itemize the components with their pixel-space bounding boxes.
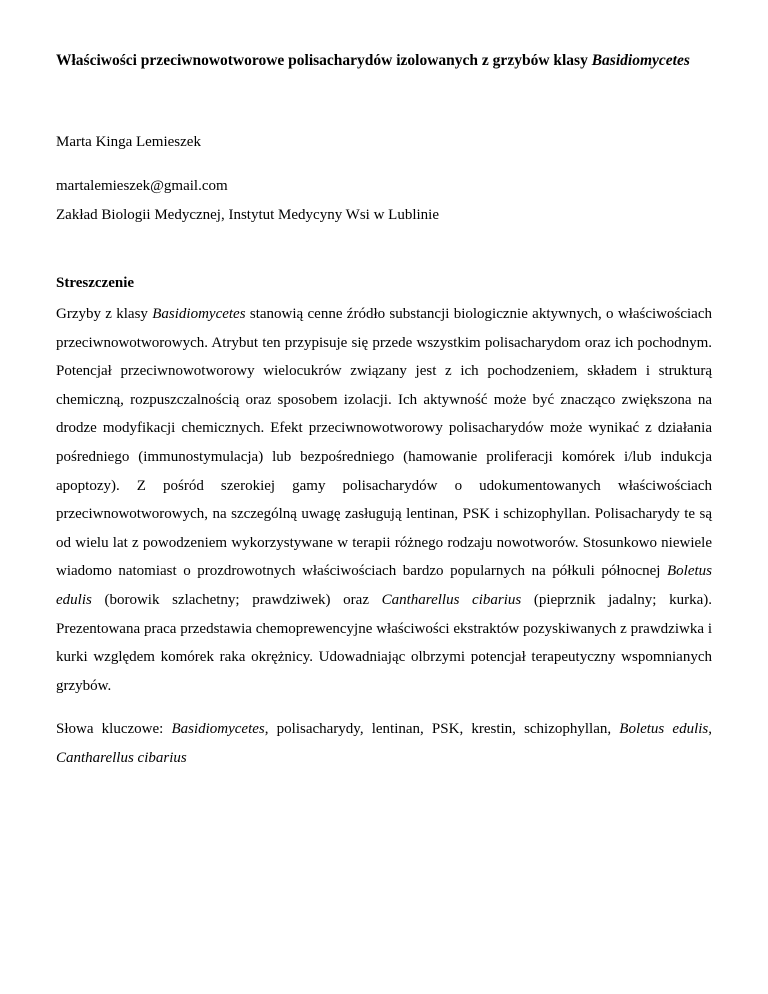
abstract-species: Cantharellus cibarius [381, 591, 522, 608]
keywords-label: Słowa kluczowe: [56, 721, 172, 737]
abstract-body [56, 300, 712, 700]
author-email: martalemieszek@gmail.com [56, 178, 228, 194]
author-affiliation: Zakład Biologii Medycznej, Instytut Medycyny Wsi w Lublinie [56, 207, 439, 223]
keyword-separator: , [708, 721, 713, 737]
author-name: Marta Kinga Lemieszek [56, 134, 201, 150]
keywords [56, 715, 712, 773]
keyword-species: Boletus edulis [619, 721, 709, 737]
title-main: Właściwości przeciwnowotworowe polisacharydów izolowanych z grzybów klasy [56, 52, 588, 69]
abstract-taxon: Basidiomycetes [152, 306, 246, 322]
abstract-text: Grzyby z klasy [56, 306, 153, 322]
paper-title [56, 45, 712, 76]
keyword-list: , polisacharydy, lentinan, PSK, krestin, schizophyllan, [264, 721, 620, 737]
abstract-heading: Streszczenie [56, 275, 135, 291]
abstract-text: (pieprznik jadalny; kurka). Prezentowana praca przedstawia chemoprewencyjne właściwości ekstraktów pozyskiwanych z prawdziwka i kurki względem komórek raka okrężnicy. Udowadniając olbrzymi potencjał terapeutyczny wspomnianych grzybów. [56, 591, 712, 694]
keyword-species: Cantharellus cibarius [56, 750, 187, 766]
abstract-species: Boletus edulis [56, 563, 712, 608]
keyword-taxon: Basidiomycetes [171, 721, 265, 737]
title-taxon: Basidiomycetes [591, 52, 690, 69]
abstract-text: stanowią cenne źródło substancji biologicznie aktywnych, o właściwościach przeciwnowotworowych. Atrybut ten przypisuje się przede wszystkim polisacharydom oraz ich pochodnym. Potencjał przeciwnowotworowy wielocukrów związany jest z ich pochodzeniem, składem i strukturą chemiczną, rozpuszczalnością oraz sposobem izolacji. Ich aktywność może być znacząco zwiększona na drodze modyfikacji chemicznych. Efekt przeciwnowotworowy polisacharydów może wynikać z działania pośredniego (immunostymulacja) lub bezpośredniego (hamowanie proliferacji komórek i/lub indukcja apoptozy). Z pośród szerokiej gamy polisacharydów o udokumentowanych właściwościach przeciwnowotworowych, na szczególną uwagę zasługują lentinan, PSK i schizophyllan. Polisacharydy te są od wielu lat z powodzeniem wykorzystywane w terapii różnego rodzaju nowotworów. Stosunkowo niewiele wiadomo natomiast o prozdrowotnych właściwościach bardzo popularnych na półkuli północnej [56, 306, 712, 580]
abstract-text: (borowik szlachetny; prawdziwek) oraz [91, 591, 382, 608]
